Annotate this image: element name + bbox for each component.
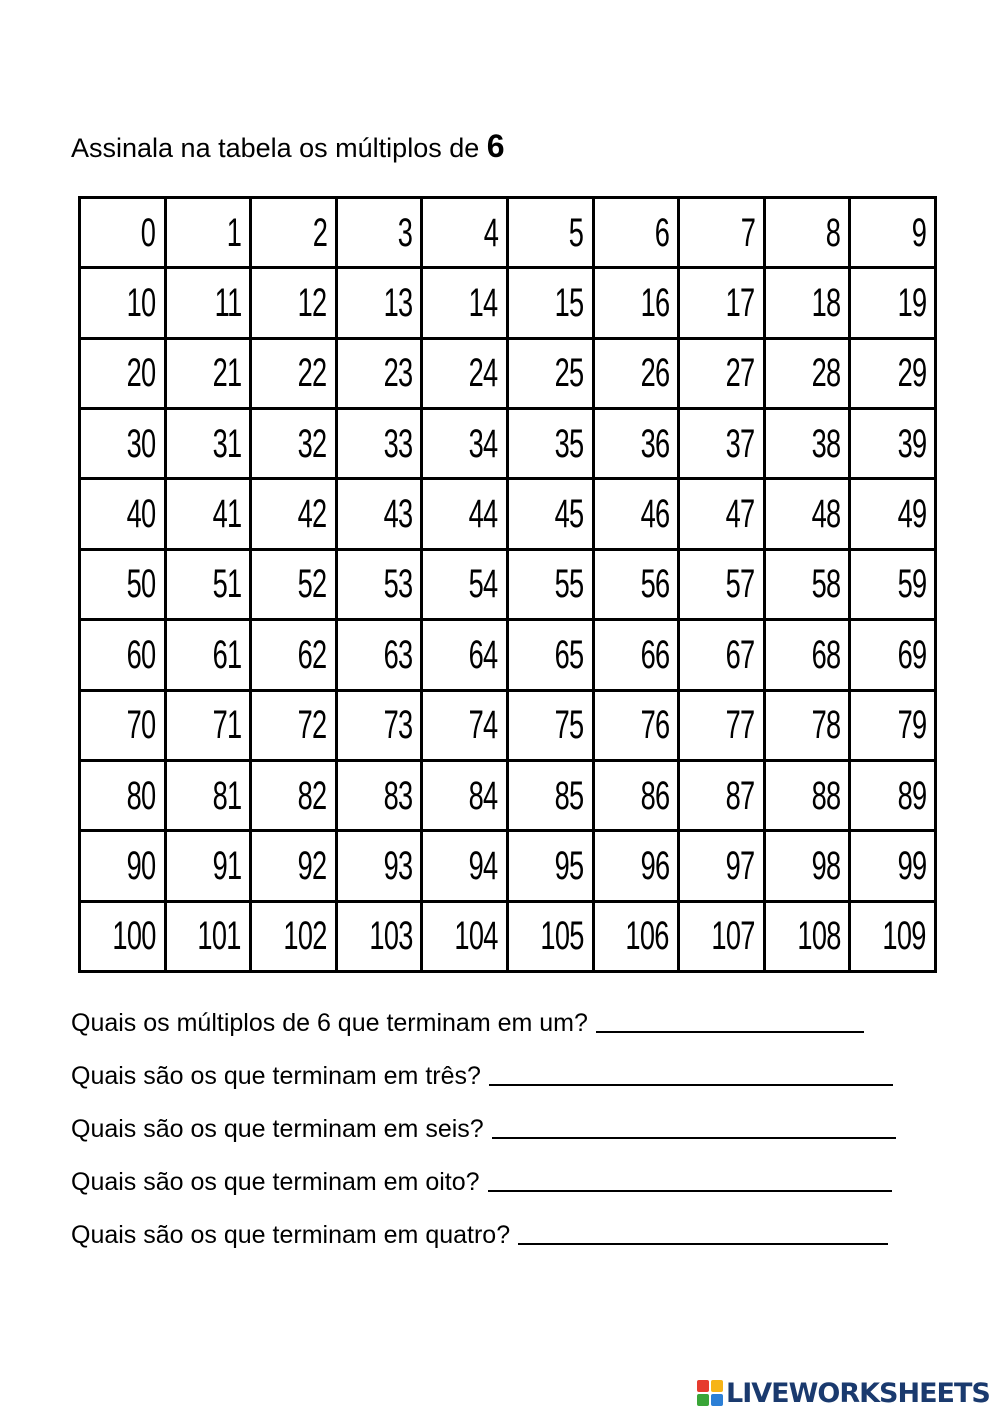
cell-number: 82 [297,773,327,818]
cell-number: 101 [197,914,242,959]
grid-cell[interactable] [165,409,251,479]
cell-number: 37 [725,421,755,466]
cell-number: 47 [725,492,755,537]
grid-cell[interactable] [507,901,593,971]
grid-cell[interactable] [679,620,765,690]
grid-cell[interactable] [507,268,593,338]
grid-cell[interactable] [422,409,508,479]
cell-number: 72 [297,703,327,748]
grid-cell[interactable] [593,268,679,338]
grid-cell[interactable] [850,198,936,268]
grid-cell[interactable] [251,549,337,619]
grid-row [80,620,936,690]
grid-cell[interactable] [165,831,251,901]
grid-cell[interactable] [80,901,166,971]
cell-number: 8 [825,210,841,255]
grid-row [80,268,936,338]
brand-logo-icon [697,1380,723,1406]
cell-number: 99 [897,843,926,888]
cell-number: 14 [469,281,498,326]
cell-number: 10 [126,281,156,326]
grid-cell[interactable] [251,901,337,971]
grid-row [80,831,936,901]
cell-number: 102 [283,914,327,959]
grid-cell[interactable] [422,549,508,619]
cell-number: 64 [469,632,498,677]
cell-number: 108 [796,914,841,959]
cell-number: 3 [397,210,413,255]
cell-number: 61 [212,632,242,677]
grid-cell[interactable] [336,338,422,408]
cell-number: 65 [554,632,584,677]
cell-number: 51 [212,562,242,607]
brand-watermark [697,1378,990,1408]
grid-cell[interactable] [336,198,422,268]
grid-cell[interactable] [251,409,337,479]
grid-cell[interactable] [422,479,508,549]
cell-number: 26 [640,351,670,396]
cell-number: 86 [640,773,670,818]
cell-number: 7 [740,210,755,255]
grid-cell[interactable] [850,338,936,408]
grid-cell[interactable] [336,831,422,901]
cell-number: 4 [483,210,498,255]
cell-number: 21 [212,351,242,396]
cell-number: 78 [811,703,841,748]
grid-cell[interactable] [507,198,593,268]
cell-number: 2 [312,210,327,255]
cell-number: 89 [897,773,926,818]
grid-cell[interactable] [336,690,422,760]
cell-number: 25 [554,351,584,396]
grid-cell[interactable] [251,620,337,690]
grid-cell[interactable] [507,549,593,619]
cell-number: 59 [897,562,926,607]
cell-number: 76 [640,703,670,748]
cell-number: 36 [640,421,670,466]
grid-cell[interactable] [850,268,936,338]
cell-number: 62 [297,632,327,677]
grid-cell[interactable] [507,690,593,760]
cell-number: 79 [897,703,926,748]
grid-cell[interactable] [165,338,251,408]
cell-number: 52 [297,562,327,607]
grid-cell[interactable] [593,479,679,549]
grid-cell[interactable] [850,479,936,549]
cell-number: 12 [297,281,327,326]
grid-cell[interactable] [764,620,850,690]
cell-number: 49 [897,492,926,537]
grid-cell[interactable] [251,690,337,760]
cell-number: 103 [369,914,413,959]
grid-cell[interactable] [80,198,166,268]
cell-number: 0 [141,210,156,255]
grid-row [80,198,936,268]
grid-cell[interactable] [80,479,166,549]
grid-cell[interactable] [679,409,765,479]
cell-number: 39 [897,421,926,466]
grid-cell[interactable] [679,690,765,760]
cell-number: 81 [212,773,242,818]
question-row [71,998,961,1051]
question-text: Quais os múltiplos de 6 que terminam em um? [71,1009,588,1037]
cell-number: 13 [383,281,413,326]
questions-list [71,998,961,1263]
logo-square [697,1380,709,1392]
cell-number: 5 [569,210,584,255]
cell-number: 35 [554,421,584,466]
grid-row [80,479,936,549]
grid-cell[interactable] [422,268,508,338]
cell-number: 100 [112,914,156,959]
cell-number: 96 [640,843,670,888]
cell-number: 84 [469,773,498,818]
grid-cell[interactable] [764,690,850,760]
cell-number: 57 [725,562,755,607]
grid-row [80,690,936,760]
grid-cell[interactable] [850,831,936,901]
grid-cell[interactable] [80,409,166,479]
question-text: Quais são os que terminam em quatro? [71,1221,511,1249]
grid-cell[interactable] [165,479,251,549]
cell-number: 28 [811,351,841,396]
grid-cell[interactable] [336,760,422,830]
cell-number: 19 [897,281,926,326]
worksheet-title [71,126,505,168]
cell-number: 50 [126,562,156,607]
cell-number: 85 [554,773,584,818]
cell-number: 95 [554,843,584,888]
grid-cell[interactable] [764,831,850,901]
grid-cell[interactable] [165,268,251,338]
grid-row [80,760,936,830]
grid-cell[interactable] [593,831,679,901]
grid-cell[interactable] [850,549,936,619]
grid-cell[interactable] [593,690,679,760]
grid-cell[interactable] [850,901,936,971]
grid-cell[interactable] [850,690,936,760]
grid-row [80,901,936,971]
cell-number: 46 [640,492,670,537]
grid-cell[interactable] [80,690,166,760]
cell-number: 56 [640,562,670,607]
cell-number: 71 [212,703,242,748]
cell-number: 16 [640,281,670,326]
grid-cell[interactable] [507,760,593,830]
cell-number: 23 [383,351,413,396]
grid-cell[interactable] [764,901,850,971]
grid-cell[interactable] [507,338,593,408]
cell-number: 42 [297,492,327,537]
cell-number: 41 [212,492,242,537]
cell-number: 48 [811,492,841,537]
grid-cell[interactable] [165,760,251,830]
cell-number: 105 [540,914,584,959]
grid-cell[interactable] [251,268,337,338]
answer-blank[interactable] [489,1060,893,1086]
grid-cell[interactable] [507,831,593,901]
cell-number: 70 [126,703,156,748]
grid-cell[interactable] [422,760,508,830]
grid-cell[interactable] [251,338,337,408]
grid-cell[interactable] [679,198,765,268]
cell-number: 104 [454,914,498,959]
grid-cell[interactable] [251,831,337,901]
grid-cell[interactable] [165,901,251,971]
grid-cell[interactable] [165,198,251,268]
cell-number: 1 [226,210,242,255]
cell-number: 75 [554,703,584,748]
cell-number: 92 [297,843,327,888]
grid-cell[interactable] [764,549,850,619]
cell-number: 55 [554,562,584,607]
grid-cell[interactable] [593,901,679,971]
grid-cell[interactable] [336,409,422,479]
grid-cell[interactable] [251,479,337,549]
grid-cell[interactable] [80,549,166,619]
grid-cell[interactable] [251,760,337,830]
answer-blank[interactable] [492,1113,896,1139]
cell-number: 109 [882,914,926,959]
grid-cell[interactable] [80,831,166,901]
grid-cell[interactable] [422,620,508,690]
cell-number: 40 [126,492,156,537]
grid-cell[interactable] [422,901,508,971]
cell-number: 94 [469,843,498,888]
grid-cell[interactable] [764,479,850,549]
cell-number: 43 [383,492,413,537]
grid-cell[interactable] [507,479,593,549]
brand-name: LIVEWORKSHEETS [726,1377,990,1409]
cell-number: 29 [897,351,926,396]
number-grid [78,196,937,973]
cell-number: 17 [725,281,755,326]
cell-number: 9 [911,210,926,255]
question-text: Quais são os que terminam em três? [71,1062,481,1090]
grid-row [80,338,936,408]
cell-number: 107 [711,914,755,959]
grid-cell[interactable] [422,690,508,760]
grid-cell[interactable] [336,620,422,690]
answer-blank[interactable] [518,1219,888,1245]
question-row [71,1210,961,1263]
grid-cell[interactable] [507,620,593,690]
cell-number: 90 [126,843,156,888]
cell-number: 106 [625,914,670,959]
cell-number: 73 [383,703,413,748]
logo-square [711,1380,723,1392]
cell-number: 33 [383,421,413,466]
grid-cell[interactable] [850,760,936,830]
cell-number: 91 [212,843,242,888]
cell-number: 11 [214,281,242,326]
logo-square [711,1394,723,1406]
grid-row [80,549,936,619]
cell-number: 60 [126,632,156,677]
cell-number: 97 [725,843,755,888]
cell-number: 6 [654,210,670,255]
grid-cell[interactable] [764,760,850,830]
cell-number: 30 [126,421,156,466]
grid-cell[interactable] [679,268,765,338]
question-text: Quais são os que terminam em seis? [71,1115,484,1143]
question-row [71,1157,961,1210]
grid-cell[interactable] [80,620,166,690]
grid-cell[interactable] [593,338,679,408]
cell-number: 24 [469,351,498,396]
cell-number: 18 [811,281,841,326]
cell-number: 38 [811,421,841,466]
cell-number: 93 [383,843,413,888]
grid-cell[interactable] [80,760,166,830]
grid-cell[interactable] [80,268,166,338]
grid-cell[interactable] [422,338,508,408]
grid-cell[interactable] [679,549,765,619]
cell-number: 80 [126,773,156,818]
cell-number: 58 [811,562,841,607]
grid-cell[interactable] [679,831,765,901]
grid-cell[interactable] [165,620,251,690]
answer-blank[interactable] [596,1007,864,1033]
grid-cell[interactable] [764,409,850,479]
grid-cell[interactable] [336,268,422,338]
title-text: Assinala na tabela os múltiplos de [71,133,480,163]
cell-number: 45 [554,492,584,537]
grid-cell[interactable] [507,409,593,479]
cell-number: 77 [725,703,755,748]
cell-number: 66 [640,632,670,677]
title-number: 6 [486,128,505,164]
grid-cell[interactable] [80,338,166,408]
grid-cell[interactable] [251,198,337,268]
cell-number: 83 [383,773,413,818]
cell-number: 22 [297,351,327,396]
cell-number: 69 [897,632,926,677]
grid-cell[interactable] [850,409,936,479]
grid-row [80,409,936,479]
cell-number: 63 [383,632,413,677]
grid-cell[interactable] [679,338,765,408]
grid-cell[interactable] [679,479,765,549]
cell-number: 53 [383,562,413,607]
grid-cell[interactable] [336,479,422,549]
grid-cell[interactable] [336,549,422,619]
cell-number: 44 [469,492,498,537]
logo-square [697,1394,709,1406]
grid-cell[interactable] [336,901,422,971]
cell-number: 20 [126,351,156,396]
grid-cell[interactable] [593,198,679,268]
grid-cell[interactable] [165,690,251,760]
grid-cell[interactable] [850,620,936,690]
grid-cell[interactable] [422,198,508,268]
grid-cell[interactable] [593,549,679,619]
grid-cell[interactable] [422,831,508,901]
question-row [71,1051,961,1104]
cell-number: 15 [554,281,584,326]
cell-number: 74 [469,703,498,748]
grid-cell[interactable] [593,409,679,479]
cell-number: 68 [811,632,841,677]
grid-cell[interactable] [679,760,765,830]
cell-number: 32 [297,421,327,466]
cell-number: 27 [725,351,755,396]
cell-number: 67 [725,632,755,677]
grid-cell[interactable] [165,549,251,619]
grid-cell[interactable] [764,268,850,338]
question-row [71,1104,961,1157]
cell-number: 31 [212,421,242,466]
cell-number: 34 [469,421,498,466]
grid-cell[interactable] [593,760,679,830]
grid-cell[interactable] [679,901,765,971]
grid-cell[interactable] [764,338,850,408]
cell-number: 87 [725,773,755,818]
cell-number: 88 [811,773,841,818]
cell-number: 98 [811,843,841,888]
question-text: Quais são os que terminam em oito? [71,1168,480,1196]
cell-number: 54 [469,562,498,607]
grid-cell[interactable] [764,198,850,268]
grid-cell[interactable] [593,620,679,690]
answer-blank[interactable] [488,1166,892,1192]
